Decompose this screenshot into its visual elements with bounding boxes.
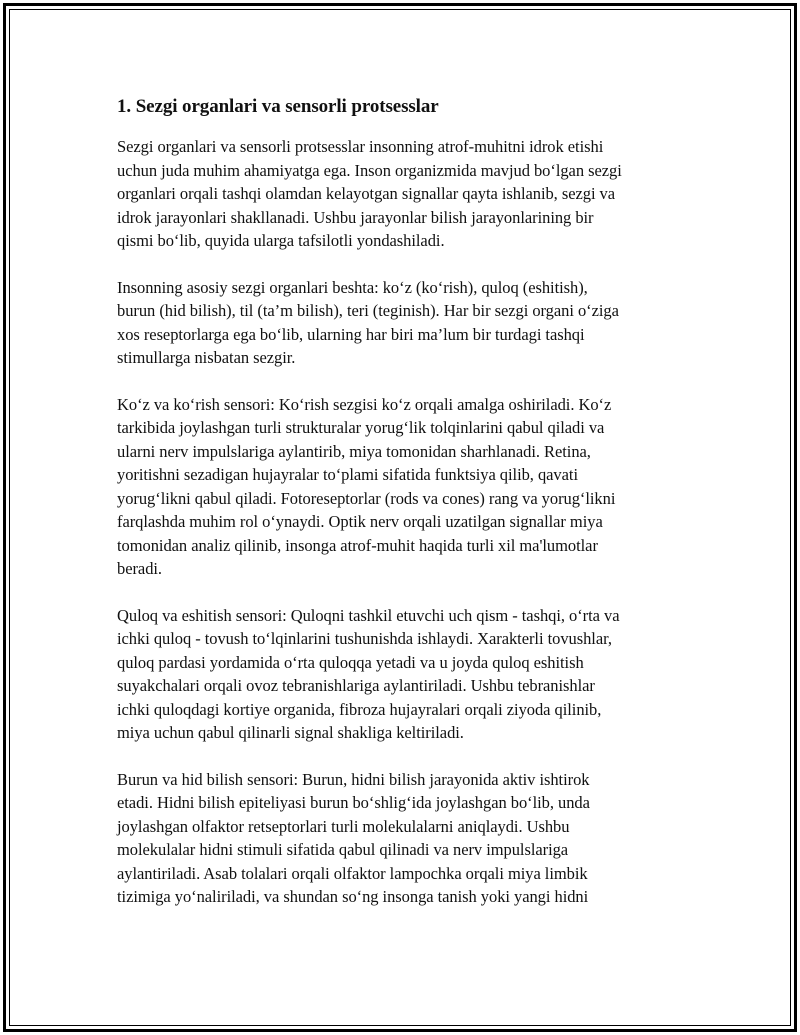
body-paragraph (117, 276, 697, 370)
paragraph-line: ularni nerv impulslariga aylantirib, miya tomonidan sharhlanadi. Retina, (117, 441, 591, 461)
body-paragraph (117, 768, 697, 909)
paragraph-line: farqlashda muhim rol o‘ynaydi. Optik nerv orqali uzatilgan signallar miya (117, 512, 603, 531)
body-paragraph (117, 393, 697, 581)
body-paragraph (117, 135, 697, 253)
paragraph-line: burun (hid bilish), til (ta’m bilish), teri (teginish). Har bir sezgi organi o‘ziga (117, 301, 619, 320)
paragraph-line: uchun juda muhim ahamiyatga ega. Inson organizmida mavjud bo‘lgan sezgi (117, 160, 622, 180)
paragraph-line: Insonning asosiy sezgi organlari beshta: ko‘z (ko‘rish), quloq (eshitish), (117, 277, 588, 297)
paragraph-line: yoritishni sezadigan hujayralar to‘plami sifatida funktsiya qilib, qavati (117, 465, 578, 484)
paragraph-line: ichki quloq - tovush to‘lqinlarini tushunishda ishlaydi. Xarakterli tovushlar, (117, 629, 612, 648)
paragraph-line: Ko‘z va ko‘rish sensori: Ko‘rish sezgisi ko‘z orqali amalga oshiriladi. Ko‘z (117, 394, 612, 414)
paragraph-line: molekulalar hidni stimuli sifatida qabul qilinadi va nerv impulslariga (117, 840, 569, 859)
section-heading: 1. Sezgi organlari va sensorli protsesslar (117, 96, 439, 117)
paragraph-line: Sezgi organlari va sensorli protsesslar insonning atrof-muhitni idrok etishi (117, 137, 604, 156)
paragraph-line: suyakchalari orqali ovoz tebranishlariga aylantiriladi. Ushbu tebranishlar (117, 676, 595, 695)
paragraph-line: etadi. Hidni bilish epiteliyasi burun bo‘shlig‘ida joylashgan bo‘lib, unda (117, 793, 590, 812)
paragraph-line: tarkibida joylashgan turli strukturalar yorug‘lik tolqinlarini qabul qiladi va (117, 418, 605, 437)
paragraph-line: tomonidan analiz qilinib, insonga atrof-muhit haqida turli xil ma'lumotlar (117, 535, 598, 555)
paragraph-line: idrok jarayonlari shakllanadi. Ushbu jarayonlar bilish jarayonlarining bir (117, 207, 594, 227)
paragraph-line: ichki quloqdagi kortiye organida, fibroza hujayralari orqali ziyoda qilinib, (117, 699, 602, 719)
paragraph-line: qismi bo‘lib, quyida ularga tafsilotli yondashiladi. (117, 231, 445, 250)
paragraph-line: organlari orqali tashqi olamdan kelayotgan signallar qayta ishlanib, sezgi va (117, 184, 616, 203)
document-body (117, 95, 697, 932)
paragraph-line: Quloq va eshitish sensori: Quloqni tashkil etuvchi uch qism - tashqi, o‘rta va (117, 605, 620, 625)
paragraph-line: miya uchun qabul qilinarli signal shakliga keltiriladi. (117, 723, 464, 742)
paragraph-line: aylantiriladi. Asab tolalari orqali olfaktor lampochka orqali miya limbik (117, 863, 588, 883)
paragraph-line: stimullarga nisbatan sezgir. (117, 348, 296, 367)
paragraph-line: joylashgan olfaktor retseptorlari turli molekulalarni aniqlaydi. Ushbu (117, 816, 570, 836)
paragraph-line: yorug‘likni qabul qiladi. Fotoreseptorlar (rods va cones) rang va yorug‘likni (117, 488, 616, 508)
paragraph-line: Burun va hid bilish sensori: Burun, hidni bilish jarayonida aktiv ishtirok (117, 769, 590, 789)
body-paragraph (117, 604, 697, 745)
paragraph-line: tizimiga yo‘naliriladi, va shundan so‘ng insonga tanish yoki yangi hidni (117, 887, 589, 906)
paragraph-line: xos reseptorlarga ega bo‘lib, ularning har biri ma’lum bir turdagi tashqi (117, 324, 585, 344)
paragraph-line: beradi. (117, 559, 163, 578)
paragraphs-container (117, 135, 697, 909)
paragraph-line: quloq pardasi yordamida o‘rta quloqqa yetadi va u joyda quloq eshitish (117, 652, 584, 672)
